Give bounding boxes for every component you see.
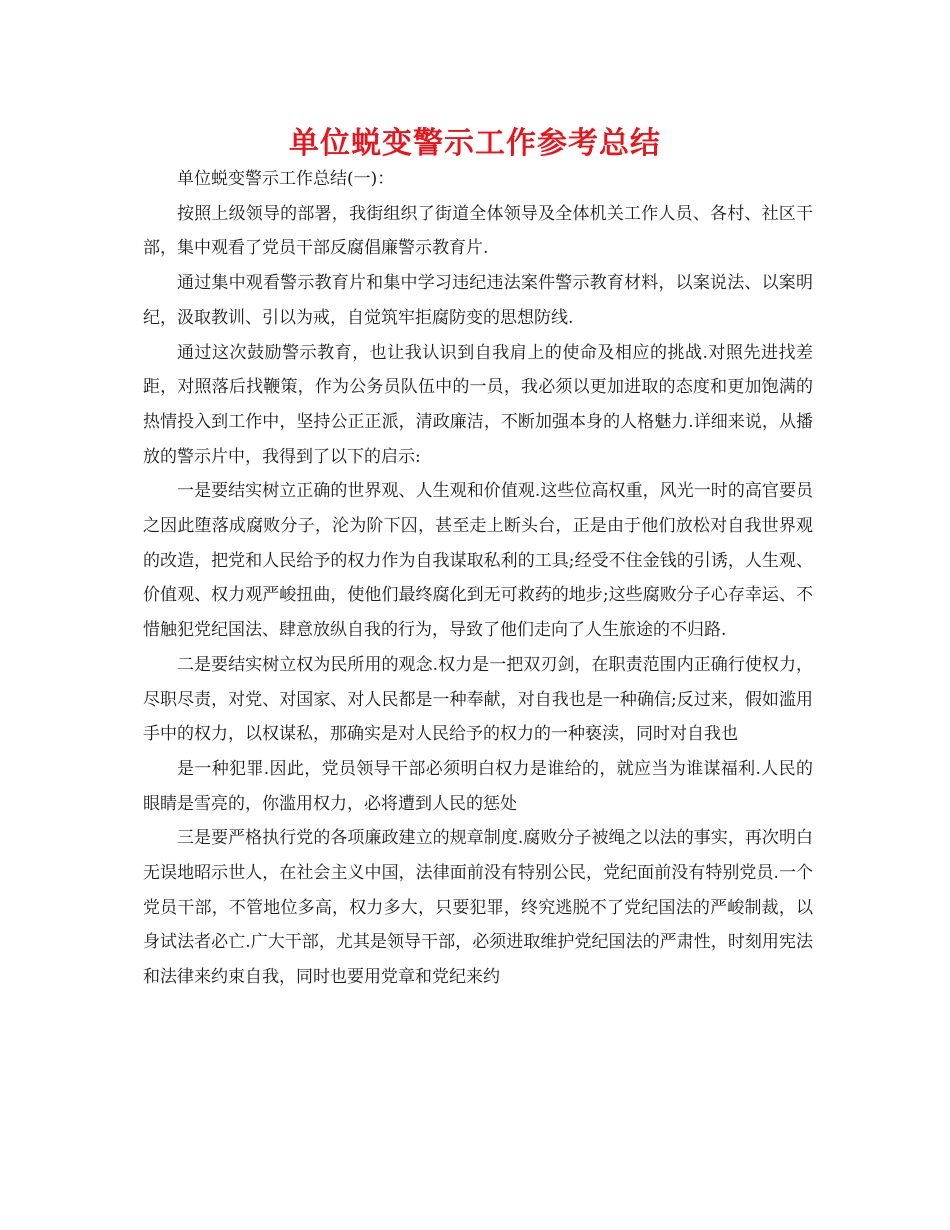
- document-body: [143, 162, 813, 995]
- paragraph: 通过集中观看警示教育片和集中学习违纪违法案件警示教育材料，以案说法、以案明纪，汲取教训、引以为戒，自觉筑牢拒腐防变的思想防线.: [143, 273, 813, 328]
- paragraph: 按照上级领导的部署，我街组织了街道全体领导及全体机关工作人员、各村、社区干部，集中观看了党员干部反腐倡廉警示教育片.: [143, 203, 813, 259]
- paragraph: 三是要严格执行党的各项廉政建立的规章制度.腐败分子被绳之以法的事实，再次明白无误地昭示世人，在社会主义中国，法律面前没有特别公民，党纪面前没有特别党员.一个党员干部，不管地位多高，权力多大，只要犯罪，终究逃脱不了党纪国法的严峻制裁，以身试法者必亡.广大干部，尤其是领导干部，必须进取维护党纪国法的严肃性，时刻用宪法和法律来约束自我，同时也要用党章和党纪来约: [143, 828, 813, 988]
- paragraph: 通过这次鼓励警示教育，也让我认识到自我肩上的使命及相应的挑战.对照先进找差距，对照落后找鞭策，作为公务员队伍中的一员，我必须以更加进取的态度和更加饱满的热情投入到工作中，坚持公正正派，清政廉洁，不断加强本身的人格魅力.详细来说，从播放的警示片中，我得到了以下的启示:: [143, 342, 813, 467]
- paragraph: 是一种犯罪.因此，党员领导干部必须明白权力是谁给的，就应当为谁谋福利.人民的眼睛是雪亮的，你滥用权力，必将遭到人民的惩处: [143, 758, 813, 814]
- paragraph: 二是要结实树立权为民所用的观念.权力是一把双刃剑，在职责范围内正确行使权力，尽职尽责，对党、对国家、对人民都是一种奉献，对自我也是一种确信;反过来，假如滥用手中的权力，以权谋私，那确实是对人民给予的权力的一种亵渎，同时对自我也: [143, 654, 813, 745]
- document-title: 单位蜕变警示工作参考总结: [289, 126, 661, 161]
- paragraph: 单位蜕变警示工作总结(一)：: [177, 169, 395, 189]
- paragraph: 一是要结实树立正确的世界观、人生观和价值观.这些位高权重，风光一时的高官要员之因此堕落成腐败分子，沦为阶下囚，甚至走上断头台，正是由于他们放松对自我世界观的改造，把党和人民给予的权力作为自我谋取私利的工具;经受不住金钱的引诱，人生观、价值观、权力观严峻扭曲，使他们最终腐化到无可救药的地步;这些腐败分子心存幸运、不惜触犯党纪国法、肆意放纵自我的行为，导致了他们走向了人生旅途的不归路.: [143, 481, 813, 641]
